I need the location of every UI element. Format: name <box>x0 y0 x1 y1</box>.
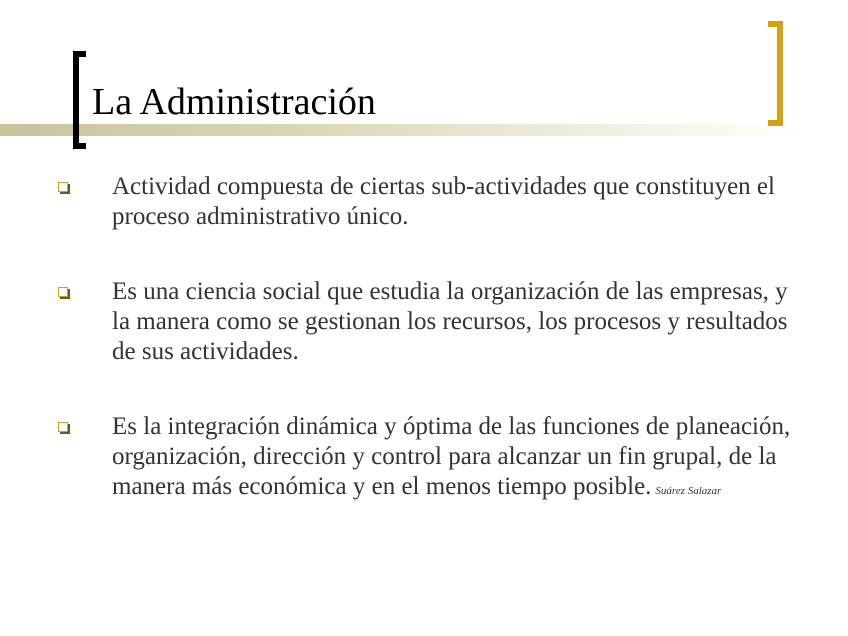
bullet-text: Actividad compuesta de ciertas sub-actividades que constituyen el proceso administrativo único. <box>112 173 775 230</box>
left-bracket-icon <box>73 51 86 149</box>
square-bullet-icon <box>58 287 68 297</box>
citation: Suárez Salazar <box>655 485 722 497</box>
bullet-text-content: Es la integración dinámica y óptima de las funciones de planeación, organización, dirección y control para alcanzar un fin grupal, de la manera más económica y en el menos tiempo posible. <box>112 413 791 500</box>
square-bullet-icon <box>58 422 68 432</box>
bullet-text <box>112 412 802 506</box>
square-bullet-icon <box>58 182 68 192</box>
slide-title: La Administración <box>92 81 376 123</box>
bullet-text: Es una ciencia social que estudia la organización de las empresas, y la manera como se gestionan los recursos, los procesos y resultados de sus actividades. <box>112 278 788 365</box>
right-bracket-icon <box>768 21 783 126</box>
